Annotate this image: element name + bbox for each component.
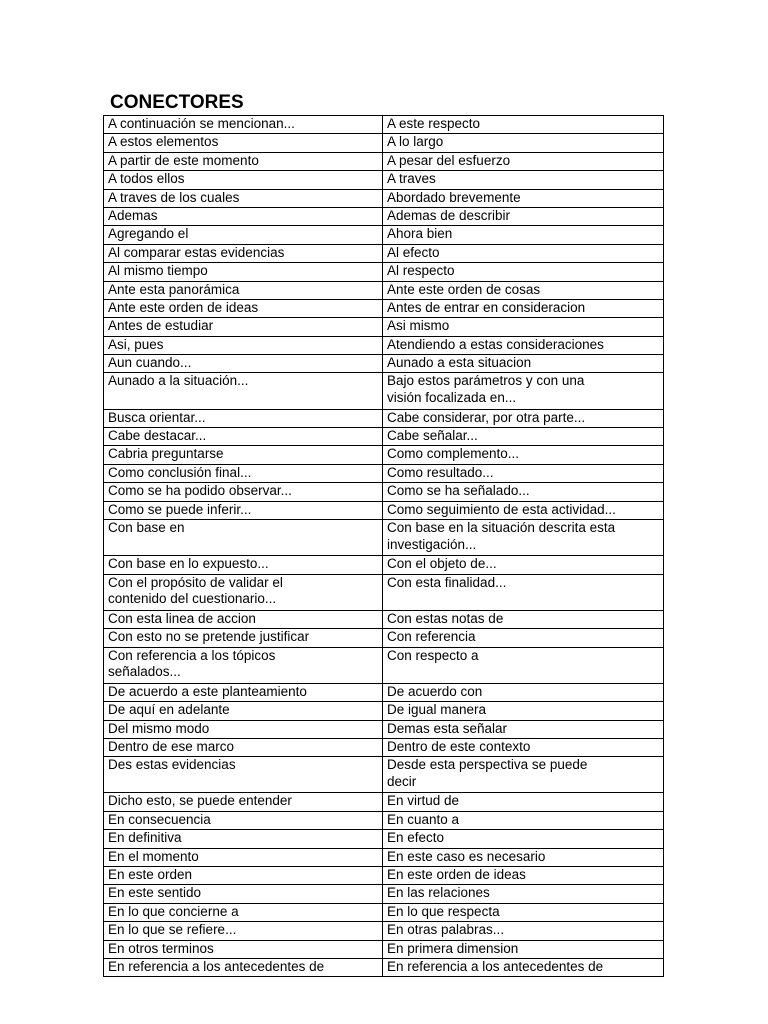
connector-text: Busca orientar... xyxy=(108,409,206,425)
connector-text: De acuerdo con xyxy=(387,683,483,699)
connector-cell-left xyxy=(104,811,383,829)
table-row xyxy=(104,464,664,482)
connector-text: Con esto no se pretende justificar xyxy=(108,629,310,645)
connector-text: Con esta finalidad... xyxy=(387,574,507,590)
connector-text: En cuanto a xyxy=(387,811,460,827)
connector-cell-right xyxy=(383,556,664,574)
connector-cell-right xyxy=(383,336,664,354)
connector-cell-left xyxy=(104,647,383,683)
connector-cell-left xyxy=(104,720,383,738)
connector-text: Desde esta perspectiva se puede decir xyxy=(387,757,588,790)
connector-text: A partir de este momento xyxy=(108,152,259,168)
connector-cell-left xyxy=(104,959,383,977)
connector-text: Con referencia a los tópicos señalados... xyxy=(108,647,276,680)
table-row xyxy=(104,683,664,701)
table-row xyxy=(104,281,664,299)
table-row xyxy=(104,629,664,647)
connector-text: Dicho esto, se puede entender xyxy=(108,793,292,809)
connector-cell-right xyxy=(383,428,664,446)
connector-cell-right xyxy=(383,811,664,829)
table-row xyxy=(104,244,664,262)
connector-cell-left xyxy=(104,848,383,866)
connector-cell-right xyxy=(383,355,664,373)
connector-cell-left xyxy=(104,207,383,225)
connector-cell-left xyxy=(104,299,383,317)
connector-cell-right xyxy=(383,152,664,170)
connector-text: Con esta linea de accion xyxy=(108,610,256,626)
connector-cell-right xyxy=(383,318,664,336)
table-row xyxy=(104,556,664,574)
connector-text: Dentro de ese marco xyxy=(108,738,235,754)
connector-text: Del mismo modo xyxy=(108,720,210,736)
connector-cell-right xyxy=(383,720,664,738)
connector-text: En referencia a los antecedentes de xyxy=(387,959,604,974)
connector-text: Como seguimiento de esta actividad... xyxy=(387,501,616,517)
connector-cell-left xyxy=(104,574,383,610)
connector-cell-right xyxy=(383,483,664,501)
connector-cell-right xyxy=(383,885,664,903)
table-row xyxy=(104,263,664,281)
table-row xyxy=(104,574,664,610)
table-row xyxy=(104,940,664,958)
table-row xyxy=(104,189,664,207)
connector-cell-right xyxy=(383,520,664,556)
connector-text: Antes de estudiar xyxy=(108,318,214,334)
connector-cell-left xyxy=(104,226,383,244)
connector-text: En referencia a los antecedentes de xyxy=(108,959,325,974)
table-row xyxy=(104,373,664,409)
connector-text: Ademas xyxy=(108,207,158,223)
connector-text: A estos elementos xyxy=(108,134,219,150)
connector-text: En primera dimension xyxy=(387,940,519,956)
connector-text: Asi mismo xyxy=(387,318,450,334)
connector-text: En efecto xyxy=(387,830,445,846)
table-row xyxy=(104,903,664,921)
connector-cell-right xyxy=(383,281,664,299)
connector-cell-left xyxy=(104,757,383,793)
connector-text: Con base en lo expuesto... xyxy=(108,556,269,572)
connector-cell-right xyxy=(383,940,664,958)
connector-text: A traves de los cuales xyxy=(108,189,240,205)
connector-cell-left xyxy=(104,922,383,940)
connector-text: Al comparar estas evidencias xyxy=(108,244,285,260)
connector-cell-left xyxy=(104,556,383,574)
table-row xyxy=(104,793,664,811)
connector-text: Cabe destacar... xyxy=(108,428,207,444)
connector-cell-right xyxy=(383,207,664,225)
connector-cell-left xyxy=(104,134,383,152)
table-row xyxy=(104,152,664,170)
connector-text: A pesar del esfuerzo xyxy=(387,152,511,168)
connector-text: En otros terminos xyxy=(108,940,214,956)
connector-text: En definitiva xyxy=(108,830,182,846)
table-row xyxy=(104,757,664,793)
connector-cell-left xyxy=(104,409,383,427)
connector-cell-right xyxy=(383,171,664,189)
connector-cell-left xyxy=(104,501,383,519)
connector-cell-right xyxy=(383,793,664,811)
connector-text: En consecuencia xyxy=(108,811,211,827)
connector-cell-right xyxy=(383,738,664,756)
connector-text: A continuación se mencionan... xyxy=(108,116,295,131)
connector-cell-right xyxy=(383,134,664,152)
connector-text: Demas esta señalar xyxy=(387,720,508,736)
connector-text: En este orden de ideas xyxy=(387,867,526,883)
connector-cell-left xyxy=(104,373,383,409)
connector-text: Bajo estos parámetros y con una visión focalizada en... xyxy=(387,373,585,406)
connector-text: Como se ha podido observar... xyxy=(108,483,292,499)
connector-text: Aunado a esta situacion xyxy=(387,355,532,371)
page-title: CONECTORES xyxy=(110,92,244,113)
connector-text: Al respecto xyxy=(387,263,455,279)
connector-text: En este sentido xyxy=(108,885,202,901)
connectors-table xyxy=(103,115,664,977)
connector-cell-right xyxy=(383,629,664,647)
connector-cell-left xyxy=(104,683,383,701)
table-row xyxy=(104,885,664,903)
connector-cell-left xyxy=(104,464,383,482)
table-row xyxy=(104,171,664,189)
connector-text: Como complemento... xyxy=(387,446,520,462)
connector-cell-left xyxy=(104,446,383,464)
connector-text: Antes de entrar en consideracion xyxy=(387,299,586,315)
connector-cell-right xyxy=(383,922,664,940)
connector-text: Ante este orden de cosas xyxy=(387,281,541,297)
connector-cell-right xyxy=(383,867,664,885)
table-row xyxy=(104,226,664,244)
connector-text: Abordado brevemente xyxy=(387,189,521,205)
connector-cell-right xyxy=(383,501,664,519)
connector-cell-right xyxy=(383,903,664,921)
connector-cell-right xyxy=(383,757,664,793)
connector-cell-left xyxy=(104,885,383,903)
connector-cell-left xyxy=(104,610,383,628)
connector-cell-right xyxy=(383,647,664,683)
connector-text: En las relaciones xyxy=(387,885,490,901)
table-row xyxy=(104,428,664,446)
table-row xyxy=(104,336,664,354)
connector-text: A todos ellos xyxy=(108,171,185,187)
table-row xyxy=(104,409,664,427)
connector-text: Con el objeto de... xyxy=(387,556,497,572)
connector-text: En este caso es necesario xyxy=(387,848,546,864)
connector-text: Ademas de describir xyxy=(387,207,511,223)
table-row xyxy=(104,207,664,225)
connectors-table-body xyxy=(104,116,664,977)
connector-cell-left xyxy=(104,629,383,647)
connector-text: En el momento xyxy=(108,848,199,864)
connector-text: Aunado a la situación... xyxy=(108,373,249,389)
connector-text: De aquí en adelante xyxy=(108,702,230,718)
table-row xyxy=(104,720,664,738)
table-row xyxy=(104,134,664,152)
connector-cell-left xyxy=(104,830,383,848)
connector-cell-left xyxy=(104,483,383,501)
connector-cell-right xyxy=(383,299,664,317)
connector-text: Cabria preguntarse xyxy=(108,446,224,462)
connector-cell-left xyxy=(104,428,383,446)
connector-text: Cabe considerar, por otra parte... xyxy=(387,409,586,425)
connector-text: En este orden xyxy=(108,867,193,883)
table-row xyxy=(104,299,664,317)
connector-text: Como se ha señalado... xyxy=(387,483,530,499)
connector-cell-right xyxy=(383,116,664,134)
connector-text: Con base en la situación descrita esta investigación... xyxy=(387,520,616,552)
connector-text: Como conclusión final... xyxy=(108,464,252,480)
connector-cell-left xyxy=(104,903,383,921)
connector-text: Con estas notas de xyxy=(387,610,504,626)
connector-cell-right xyxy=(383,574,664,610)
connector-cell-right xyxy=(383,959,664,977)
connector-cell-left xyxy=(104,738,383,756)
table-row xyxy=(104,811,664,829)
table-row xyxy=(104,922,664,940)
connector-text: De acuerdo a este planteamiento xyxy=(108,683,307,699)
connector-cell-right xyxy=(383,848,664,866)
connector-text: A traves xyxy=(387,171,436,187)
connector-cell-right xyxy=(383,464,664,482)
connector-text: Atendiendo a estas consideraciones xyxy=(387,336,604,352)
connector-text: En lo que se refiere... xyxy=(108,922,237,938)
table-row xyxy=(104,647,664,683)
connector-text: Cabe señalar... xyxy=(387,428,478,444)
table-row xyxy=(104,446,664,464)
connector-cell-right xyxy=(383,189,664,207)
connector-cell-left xyxy=(104,355,383,373)
connector-text: Ante este orden de ideas xyxy=(108,299,259,315)
connector-text: En virtud de xyxy=(387,793,460,809)
connector-text: A este respecto xyxy=(387,116,481,131)
connector-cell-right xyxy=(383,263,664,281)
table-row xyxy=(104,116,664,134)
connector-cell-left xyxy=(104,940,383,958)
table-row xyxy=(104,318,664,336)
connector-cell-left xyxy=(104,244,383,262)
table-row xyxy=(104,867,664,885)
connector-text: Dentro de este contexto xyxy=(387,738,531,754)
connector-text: Agregando el xyxy=(108,226,189,242)
connector-cell-left xyxy=(104,116,383,134)
table-row xyxy=(104,501,664,519)
connector-cell-right xyxy=(383,702,664,720)
connector-cell-right xyxy=(383,683,664,701)
connector-text: Ante esta panorámica xyxy=(108,281,240,297)
table-row xyxy=(104,959,664,977)
connector-cell-left xyxy=(104,336,383,354)
connector-text: Como se puede inferir... xyxy=(108,501,252,517)
connector-cell-right xyxy=(383,244,664,262)
table-row xyxy=(104,483,664,501)
connector-cell-left xyxy=(104,702,383,720)
connector-cell-left xyxy=(104,263,383,281)
connector-text: A lo largo xyxy=(387,134,444,150)
connector-text: De igual manera xyxy=(387,702,487,718)
table-row xyxy=(104,830,664,848)
connector-cell-left xyxy=(104,171,383,189)
connector-cell-left xyxy=(104,793,383,811)
connector-text: Con el propósito de validar el contenido del cuestionario... xyxy=(108,574,283,607)
connector-cell-right xyxy=(383,226,664,244)
table-row xyxy=(104,702,664,720)
connector-cell-right xyxy=(383,409,664,427)
table-row xyxy=(104,355,664,373)
connector-cell-right xyxy=(383,610,664,628)
connector-cell-left xyxy=(104,281,383,299)
connector-text: Des estas evidencias xyxy=(108,757,236,773)
connector-text: Al efecto xyxy=(387,244,440,260)
connector-text: En lo que respecta xyxy=(387,903,500,919)
connector-cell-left xyxy=(104,318,383,336)
connector-text: Con referencia xyxy=(387,629,476,645)
connector-cell-right xyxy=(383,446,664,464)
connector-cell-right xyxy=(383,830,664,848)
connector-text: Ahora bien xyxy=(387,226,453,242)
connector-text: Con base en xyxy=(108,520,185,535)
table-row xyxy=(104,520,664,556)
table-row xyxy=(104,610,664,628)
connector-text: Asi, pues xyxy=(108,336,164,352)
table-row xyxy=(104,738,664,756)
connector-cell-left xyxy=(104,152,383,170)
connector-cell-left xyxy=(104,520,383,556)
connector-text: En lo que concierne a xyxy=(108,903,239,919)
connector-text: En otras palabras... xyxy=(387,922,505,938)
connector-cell-left xyxy=(104,867,383,885)
connector-text: Aun cuando... xyxy=(108,355,192,371)
connector-text: Al mismo tiempo xyxy=(108,263,208,279)
connector-cell-left xyxy=(104,189,383,207)
connector-text: Como resultado... xyxy=(387,464,494,480)
connector-cell-right xyxy=(383,373,664,409)
table-row xyxy=(104,848,664,866)
connector-text: Con respecto a xyxy=(387,647,479,663)
